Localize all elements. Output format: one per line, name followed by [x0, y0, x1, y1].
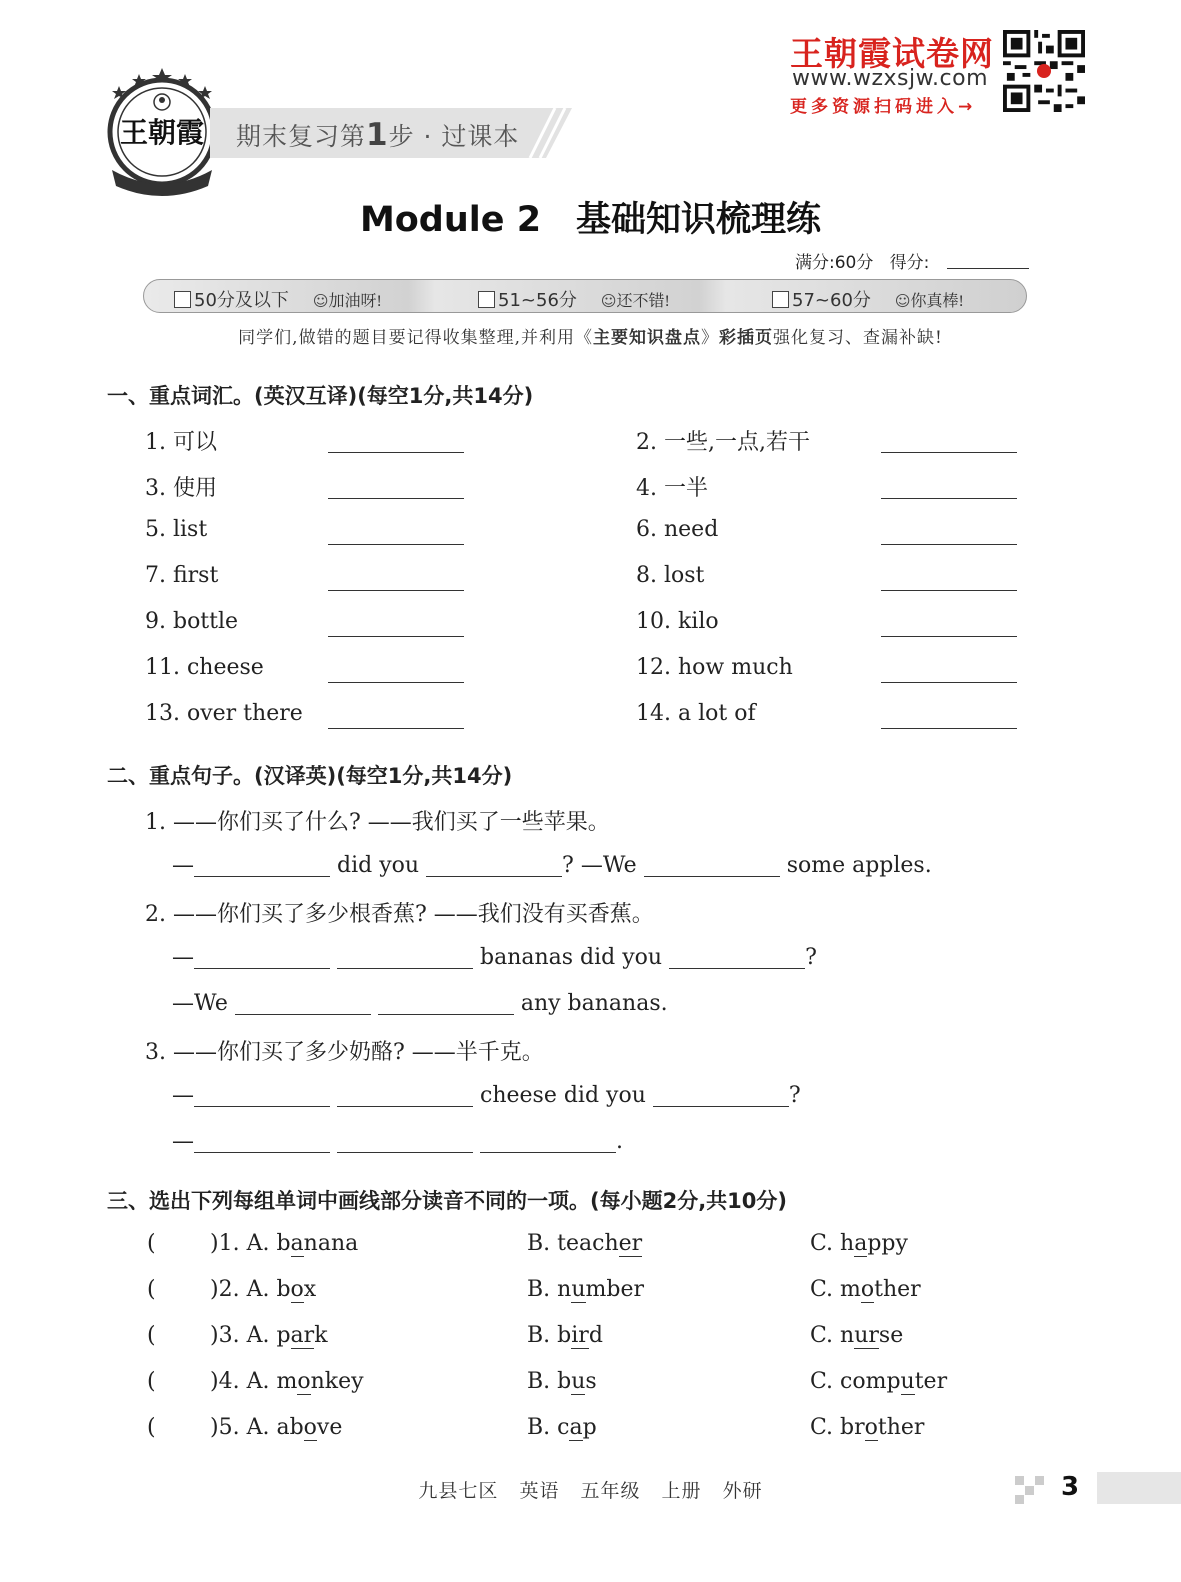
vocab-item: 8. lost	[636, 563, 705, 588]
vocab-item: 7. first	[145, 563, 219, 588]
answer-blank[interactable]	[337, 1128, 473, 1153]
sentence-answer-line: — did you ? —We some apples.	[172, 853, 932, 878]
vocab-item: 12. how much	[636, 655, 793, 680]
answer-blank[interactable]	[426, 852, 562, 877]
score-input[interactable]	[947, 268, 1029, 269]
checkbox[interactable]	[772, 291, 789, 308]
vocab-item: 10. kilo	[636, 609, 719, 634]
vocab-answer[interactable]	[881, 636, 1017, 637]
answer-blank[interactable]	[644, 852, 780, 877]
smile-icon: ☺	[312, 292, 329, 310]
instruction-note: 同学们,做错的题目要记得收集整理,并利用《主要知识盘点》彩插页强化复习、查漏补缺!	[238, 328, 943, 348]
vocab-answer[interactable]	[328, 498, 464, 499]
page-number-bar	[1097, 1472, 1181, 1504]
brand-title: 王朝霞试卷网	[790, 34, 994, 73]
vocab-item: 6. need	[636, 517, 719, 542]
brand-scan-hint: 更多资源扫码进入→	[790, 97, 977, 117]
choice-option-a[interactable]: )4. A. monkey	[210, 1369, 364, 1394]
vocab-item: 2. 一些,一点,若干	[636, 430, 810, 455]
vocab-answer[interactable]	[328, 728, 464, 729]
vocab-item: 14. a lot of	[636, 701, 756, 726]
qr-code-icon[interactable]	[1003, 30, 1085, 112]
vocab-item: 4. 一半	[636, 476, 708, 501]
choice-option-c[interactable]: C. brother	[810, 1415, 925, 1440]
smile-icon: ☺	[894, 292, 911, 310]
answer-blank[interactable]	[669, 944, 805, 969]
checkbox[interactable]	[174, 291, 191, 308]
vocab-item: 5. list	[145, 517, 208, 542]
answer-blank[interactable]	[194, 852, 330, 877]
choice-paren[interactable]: (	[147, 1415, 156, 1440]
sentence-prompt: 3. ——你们买了多少奶酪? ——半千克。	[145, 1040, 544, 1065]
page-title: Module 2 基础知识梳理练	[359, 200, 822, 240]
answer-blank[interactable]	[235, 990, 371, 1015]
page-decoration-icon	[1015, 1476, 1045, 1504]
rating-option-2[interactable]: 51~56分 ☺还不错!	[478, 286, 670, 312]
vocab-item: 11. cheese	[145, 655, 264, 680]
choice-option-b[interactable]: B. number	[527, 1277, 644, 1302]
choice-paren[interactable]: (	[147, 1369, 156, 1394]
choice-option-a[interactable]: )2. A. box	[210, 1277, 317, 1302]
vocab-answer[interactable]	[328, 682, 464, 683]
answer-blank[interactable]	[653, 1082, 789, 1107]
answer-blank[interactable]	[194, 944, 330, 969]
sentence-prompt: 2. ——你们买了多少根香蕉? ——我们没有买香蕉。	[145, 902, 654, 927]
answer-blank[interactable]	[378, 990, 514, 1015]
vocab-item: 1. 可以	[145, 430, 217, 455]
vocab-item: 13. over there	[145, 701, 303, 726]
page-number: 3	[1061, 1472, 1080, 1502]
vocab-answer[interactable]	[328, 590, 464, 591]
section3-heading: 三、选出下列每组单词中画线部分读音不同的一项。(每小题2分,共10分)	[107, 1189, 788, 1213]
vocab-answer[interactable]	[881, 544, 1017, 545]
choice-option-b[interactable]: B. teacher	[527, 1231, 643, 1256]
rating-option-3[interactable]: 57~60分 ☺你真棒!	[772, 286, 964, 312]
sentence-prompt: 1. ——你们买了什么? ——我们买了一些苹果。	[145, 810, 610, 835]
choice-option-a[interactable]: )3. A. park	[210, 1323, 328, 1348]
vocab-answer[interactable]	[328, 544, 464, 545]
choice-option-a[interactable]: )1. A. banana	[210, 1231, 359, 1256]
brand-url[interactable]: www.wzxsjw.com	[792, 66, 989, 91]
choice-option-b[interactable]: B. bus	[527, 1369, 597, 1394]
vocab-answer[interactable]	[881, 728, 1017, 729]
answer-blank[interactable]	[337, 1082, 473, 1107]
answer-blank[interactable]	[194, 1128, 330, 1153]
footer-text: 九县七区 英语 五年级 上册 外研	[418, 1480, 763, 1502]
choice-option-c[interactable]: C. happy	[810, 1231, 908, 1256]
choice-option-a[interactable]: )5. A. above	[210, 1415, 343, 1440]
choice-option-c[interactable]: C. computer	[810, 1369, 948, 1394]
choice-option-b[interactable]: B. cap	[527, 1415, 597, 1440]
checkbox[interactable]	[478, 291, 495, 308]
choice-option-b[interactable]: B. bird	[527, 1323, 603, 1348]
sentence-answer-line: — bananas did you ?	[172, 945, 817, 970]
answer-blank[interactable]	[480, 1128, 616, 1153]
sentence-answer-line: —We any bananas.	[172, 991, 668, 1016]
rating-option-1[interactable]: 50分及以下 ☺加油呀!	[174, 286, 382, 312]
sentence-answer-line: — .	[172, 1129, 623, 1154]
choice-option-c[interactable]: C. nurse	[810, 1323, 904, 1348]
vocab-answer[interactable]	[881, 452, 1017, 453]
choice-paren[interactable]: (	[147, 1231, 156, 1256]
answer-blank[interactable]	[337, 944, 473, 969]
smile-icon: ☺	[600, 292, 617, 310]
vocab-answer[interactable]	[328, 452, 464, 453]
banner-title: 期末复习第1步 · 过课本	[236, 117, 520, 153]
logo-text: 王朝霞	[119, 116, 205, 149]
vocab-item: 3. 使用	[145, 476, 217, 501]
vocab-answer[interactable]	[328, 636, 464, 637]
sentence-answer-line: — cheese did you ?	[172, 1083, 801, 1108]
score-label: 满分:60分 得分:	[795, 253, 930, 273]
section1-heading: 一、重点词汇。(英汉互译)(每空1分,共14分)	[107, 384, 534, 408]
brand-logo	[104, 66, 220, 196]
vocab-answer[interactable]	[881, 590, 1017, 591]
choice-paren[interactable]: (	[147, 1277, 156, 1302]
answer-blank[interactable]	[194, 1082, 330, 1107]
vocab-item: 9. bottle	[145, 609, 239, 634]
section2-heading: 二、重点句子。(汉译英)(每空1分,共14分)	[107, 764, 513, 788]
vocab-answer[interactable]	[881, 498, 1017, 499]
choice-paren[interactable]: (	[147, 1323, 156, 1348]
choice-option-c[interactable]: C. mother	[810, 1277, 921, 1302]
vocab-answer[interactable]	[881, 682, 1017, 683]
